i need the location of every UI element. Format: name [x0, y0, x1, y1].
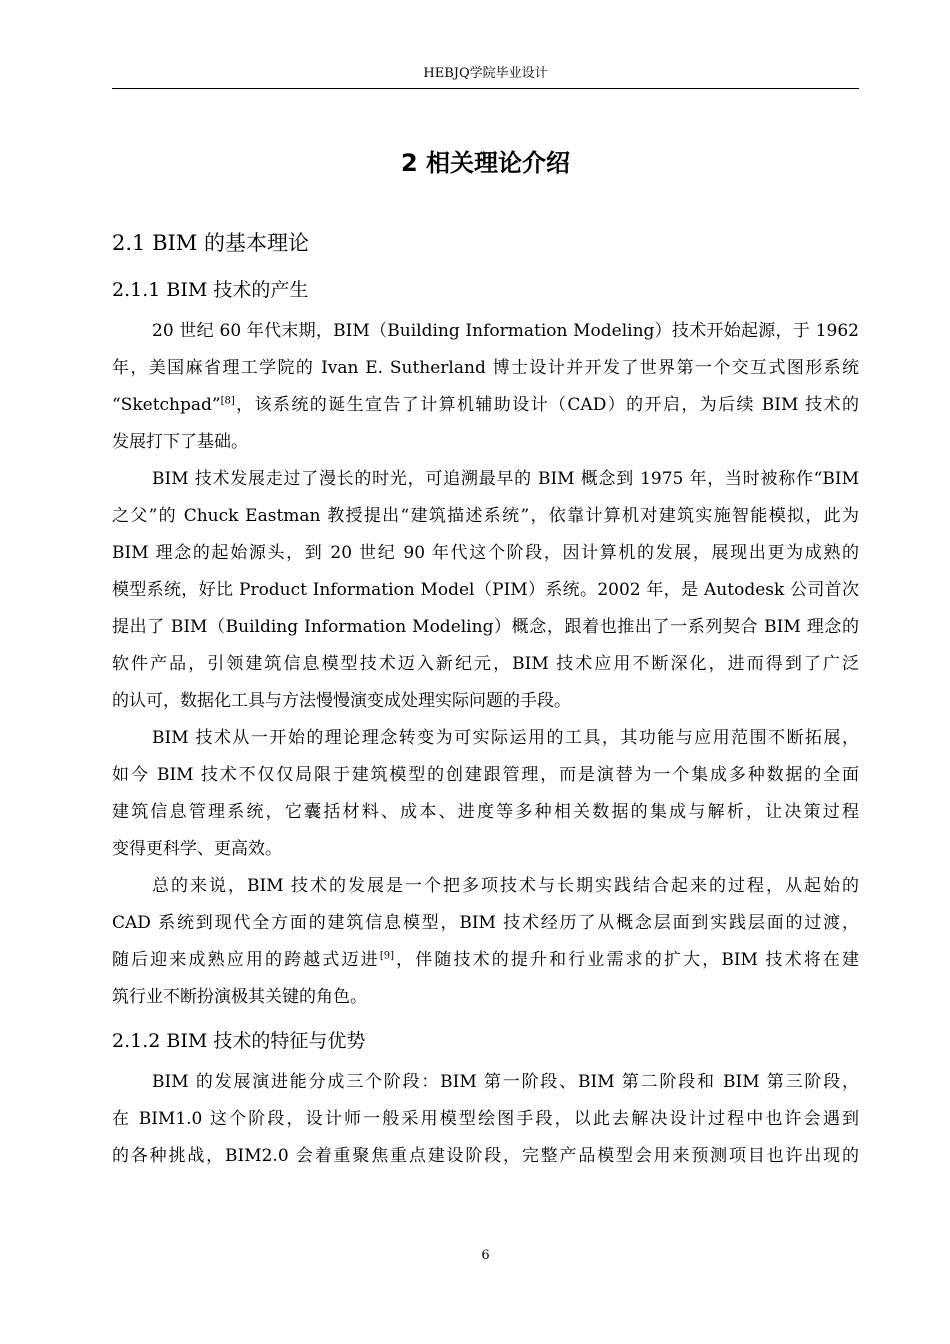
text-line: BIM 的发展演进能分成三个阶段：BIM 第一阶段、BIM 第二阶段和 BIM 第三阶段，	[152, 1072, 859, 1092]
text-line: 筑行业不断扮演极其关键的角色。	[112, 987, 367, 1007]
text-line: 变得更科学、更高效。	[112, 839, 282, 859]
page-number: 6	[481, 1248, 490, 1263]
text-line	[112, 387, 859, 424]
text-line: 在 BIM1.0 这个阶段，设计师一般采用模型绘图手段，以此去解决设计过程中也许会遇到	[112, 1109, 859, 1129]
text-line: 提出了 BIM（Building Information Modeling）概念，跟着也推出了一系列契合 BIM 理念的	[112, 617, 859, 637]
text-line: 的各种挑战，BIM2.0 会着重聚焦重点建设阶段，完整产品模型会用来预测项目也许出现的	[112, 1146, 859, 1166]
text-line: 建筑信息管理系统，它囊括材料、成本、进度等多种相关数据的集成与解析，让决策过程	[112, 802, 859, 822]
chapter-title: 2 相关理论介绍	[400, 149, 571, 177]
paragraph	[112, 868, 859, 1016]
subsection-2-1-2-heading: 2.1.2 BIM 技术的特征与优势	[112, 1030, 366, 1052]
text-line: CAD 系统到现代全方面的建筑信息模型，BIM 技术经历了从概念层面到实践层面的过渡，	[112, 913, 859, 933]
paragraph	[112, 720, 859, 868]
text-line: 总的来说，BIM 技术的发展是一个把多项技术与长期实践结合起来的过程，从起始的	[152, 876, 859, 896]
paragraph	[112, 313, 859, 461]
paragraph	[112, 1064, 859, 1175]
text-line: 如今 BIM 技术不仅仅局限于建筑模型的创建跟管理，而是演替为一个集成多种数据的全面	[112, 765, 859, 785]
text-fragment: ，伴随技术的提升和行业需求的扩大，BIM 技术将在建	[394, 950, 859, 970]
subsection-2-1-1-heading: 2.1.1 BIM 技术的产生	[112, 279, 309, 301]
running-header: HEBJQ学院毕业设计	[423, 66, 548, 81]
text-fragment: ，该系统的诞生宣告了计算机辅助设计（CAD）的开启，为后续 BIM 技术的	[234, 395, 859, 415]
text-line	[112, 942, 859, 979]
citation-mark: [9]	[379, 950, 394, 962]
text-line: 软件产品，引领建筑信息模型技术迈入新纪元，BIM 技术应用不断深化，进而得到了广泛	[112, 654, 859, 674]
text-line: BIM 理念的起始源头，到 20 世纪 90 年代这个阶段，因计算机的发展，展现出更为成熟的	[112, 543, 859, 563]
text-line: 模型系统，好比 Product Information Model（PIM）系统。2002 年，是 Autodesk 公司首次	[112, 580, 859, 600]
text-line: 年，美国麻省理工学院的 Ivan E. Sutherland 博士设计并开发了世界第一个交互式图形系统	[112, 358, 859, 378]
text-line: 20 世纪 60 年代末期，BIM（Building Information Modeling）技术开始起源，于 1962	[152, 321, 859, 341]
text-line: 的认可，数据化工具与方法慢慢演变成处理实际问题的手段。	[112, 691, 571, 711]
text-line: 之父”的 Chuck Eastman 教授提出“建筑描述系统”，依靠计算机对建筑实施智能模拟，此为	[112, 506, 859, 526]
section-2-1-heading: 2.1 BIM 的基本理论	[112, 231, 309, 255]
paragraph	[112, 461, 859, 720]
text-line: BIM 技术发展走过了漫长的时光，可追溯最早的 BIM 概念到 1975 年，当时被称作“BIM	[152, 469, 859, 489]
text-fragment: “Sketchpad”	[112, 395, 221, 415]
text-line: BIM 技术从一开始的理论理念转变为可实际运用的工具，其功能与应用范围不断拓展，	[152, 728, 859, 748]
text-line: 发展打下了基础。	[112, 432, 248, 452]
text-fragment: 随后迎来成熟应用的跨越式迈进	[112, 950, 380, 970]
citation-mark: [8]	[220, 395, 235, 407]
header-rule	[112, 88, 859, 89]
